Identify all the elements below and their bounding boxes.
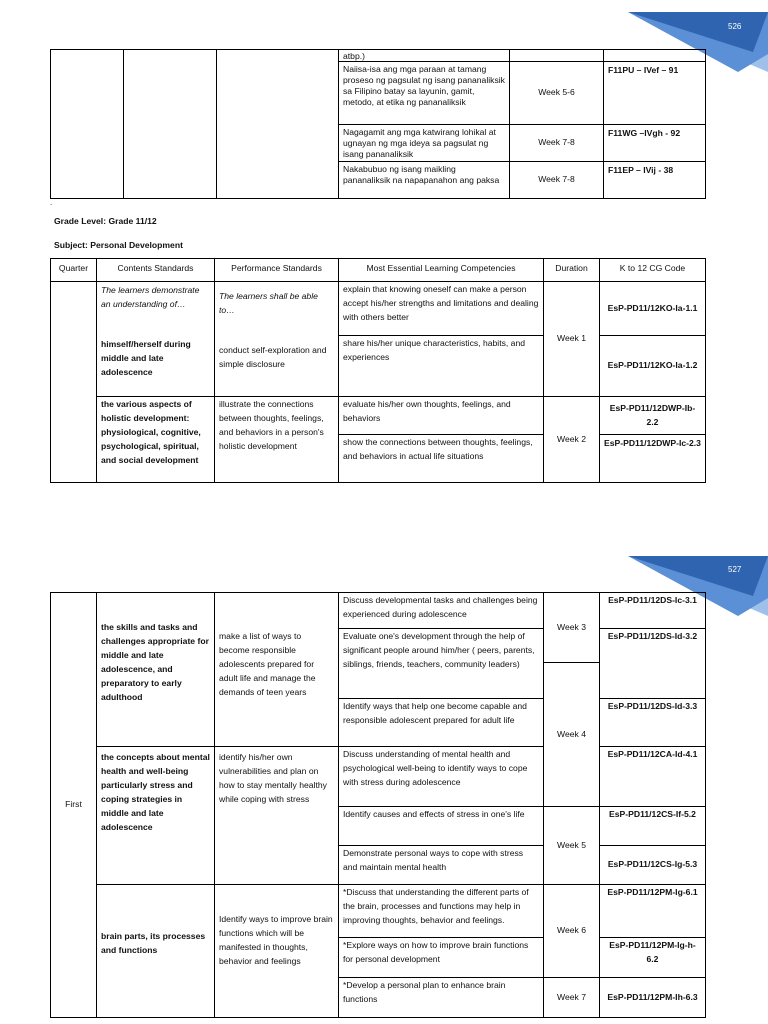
cg-code-cell: EsP-PD11/12CS-Ig-5.3 xyxy=(599,845,706,885)
competency-cell: explain that knowing oneself can make a person accept his/her strengths and limitations and dealing with others better xyxy=(338,281,544,336)
duration-cell: Week 3 xyxy=(543,592,600,663)
table-cell-duration: Week 7-8 xyxy=(509,161,604,199)
performance-text: conduct self-exploration and simple disclosure xyxy=(219,344,327,369)
performance-standard-a: make a list of ways to become responsible adolescents prepared for adult life and manage the demands of teen years xyxy=(214,592,339,747)
contents-standard-b: the concepts about mental health and well-being particularly stress and coping strategies in middle and late adolescence xyxy=(96,746,215,885)
performance-standard-b: identify his/her own vulnerabilities and plan on how to stay mentally healthy while coping with stress xyxy=(214,746,339,885)
duration-cell: Week 5 xyxy=(543,806,600,885)
contents-standard-a: the skills and tasks and challenges appropriate for middle and late adolescence, and preparatory to early adulthood xyxy=(96,592,215,747)
table-cell-code: F11PU – IVef – 91 xyxy=(603,61,706,125)
table-cell-empty xyxy=(216,49,339,199)
page-number: 526 xyxy=(728,22,742,31)
duration-cell: Week 2 xyxy=(543,396,600,483)
competency-cell: *Discuss that understanding the different parts of the brain, processes and functions may help in improving thoughts, behavior and feelings. xyxy=(338,884,544,938)
table-cell-code: F11WG –IVgh - 92 xyxy=(603,124,706,162)
table-cell-duration: Week 7-8 xyxy=(509,124,604,162)
header-performance-standards: Performance Standards xyxy=(214,258,339,282)
table-cell-quarter xyxy=(50,281,97,483)
table-cell-competency: Nagagamit ang mga katwirang lohikal at ugnayan ng mga ideya sa pagsulat ng isang pananaliksik xyxy=(338,124,510,162)
cg-code-cell: EsP-PD11/12KO-Ia-1.2 xyxy=(599,335,706,397)
stray-mark: . xyxy=(50,198,53,207)
cg-code-cell: EsP-PD11/12PM-Ig-6.1 xyxy=(599,884,706,938)
quarter-cell: First xyxy=(50,592,97,1018)
table-cell-competency: Naiisa-isa ang mga paraan at tamang proseso ng pagsulat ng isang pananaliksik sa Filipino batay sa layunin, gamit, metodo, at etika ng pananaliksik xyxy=(338,61,510,125)
header-duration: Duration xyxy=(543,258,600,282)
competency-cell: *Explore ways on how to improve brain functions for personal development xyxy=(338,937,544,978)
contents-standard-c: brain parts, its processes and functions xyxy=(96,884,215,1018)
competency-cell: Demonstrate personal ways to cope with stress and maintain mental health xyxy=(338,845,544,885)
duration-cell: Week 4 xyxy=(543,662,600,807)
competency-cell: Identify causes and effects of stress in one's life xyxy=(338,806,544,846)
table-cell-empty xyxy=(123,49,217,199)
cg-code-cell: EsP-PD11/12CS-If-5.2 xyxy=(599,806,706,846)
header-competencies: Most Essential Learning Competencies xyxy=(338,258,544,282)
competency-cell: Evaluate one's development through the help of significant people around him/her ( peers, parents, siblings, friends, teachers, community leaders) xyxy=(338,628,544,699)
performance-standard-2: illustrate the connections between thoughts, feelings, and behaviors in a person's holistic development xyxy=(214,396,339,483)
header-cg-code: K to 12 CG Code xyxy=(599,258,706,282)
table-cell-code: F11EP – IVij - 38 xyxy=(603,161,706,199)
cg-code-cell: EsP-PD11/12DS-Id-3.3 xyxy=(599,698,706,747)
contents-text: himself/herself during middle and late adolescence xyxy=(101,338,191,377)
cg-code-cell: EsP-PD11/12PM-Ig-h-6.2 xyxy=(599,937,706,978)
duration-cell: Week 1 xyxy=(543,281,600,397)
cg-code-cell: EsP-PD11/12DWP-Ib-2.2 xyxy=(599,396,706,435)
competency-cell: Discuss understanding of mental health and psychological well-being to identify ways to cope with stress during adolescence xyxy=(338,746,544,807)
cg-code-cell: EsP-PD11/12KO-Ia-1.1 xyxy=(599,281,706,336)
competency-cell: Identify ways that help one become capable and responsible adolescent prepared for adult life xyxy=(338,698,544,747)
competency-cell: *Develop a personal plan to enhance brain functions xyxy=(338,977,544,1018)
duration-cell: Week 7 xyxy=(543,977,600,1018)
competency-cell: evaluate his/her own thoughts, feelings, and behaviors xyxy=(338,396,544,435)
cg-code-cell: EsP-PD11/12DS-Id-3.2 xyxy=(599,628,706,699)
page-number: 527 xyxy=(728,565,742,574)
performance-intro: The learners shall be able to… xyxy=(219,291,318,315)
grade-level: Grade Level: Grade 11/12 xyxy=(54,216,157,226)
competency-cell: show the connections between thoughts, feelings, and behaviors in actual life situations xyxy=(338,434,544,483)
cg-code-cell: EsP-PD11/12PM-Ih-6.3 xyxy=(599,977,706,1018)
performance-standard-1 xyxy=(214,281,339,397)
contents-standard-1 xyxy=(96,281,215,397)
cg-code-cell: EsP-PD11/12DS-Ic-3.1 xyxy=(599,592,706,629)
performance-standard-c: Identify ways to improve brain functions which will be manifested in thoughts, behavior and feelings xyxy=(214,884,339,1018)
table-cell-empty xyxy=(50,49,124,199)
cg-code-cell: EsP-PD11/12CA-Id-4.1 xyxy=(599,746,706,807)
subject-title: Subject: Personal Development xyxy=(54,240,183,250)
cg-code-cell: EsP-PD11/12DWP-Ic-2.3 xyxy=(599,434,706,483)
duration-cell: Week 6 xyxy=(543,884,600,978)
competency-cell: Discuss developmental tasks and challenges being experienced during adolescence xyxy=(338,592,544,629)
table-cell-competency: Nakabubuo ng isang maikling pananaliksik na napapanahon ang paksa xyxy=(338,161,510,199)
contents-intro: The learners demonstrate an understanding of… xyxy=(101,285,200,309)
table-cell-competency: atbp.) xyxy=(338,49,510,62)
contents-standard-2: the various aspects of holistic development: physiological, cognitive, psychological, spiritual, and social development xyxy=(96,396,215,483)
header-quarter: Quarter xyxy=(50,258,97,282)
competency-cell: share his/her unique characteristics, habits, and experiences xyxy=(338,335,544,397)
table-cell-duration: Week 5-6 xyxy=(509,61,604,125)
header-contents-standards: Contents Standards xyxy=(96,258,215,282)
